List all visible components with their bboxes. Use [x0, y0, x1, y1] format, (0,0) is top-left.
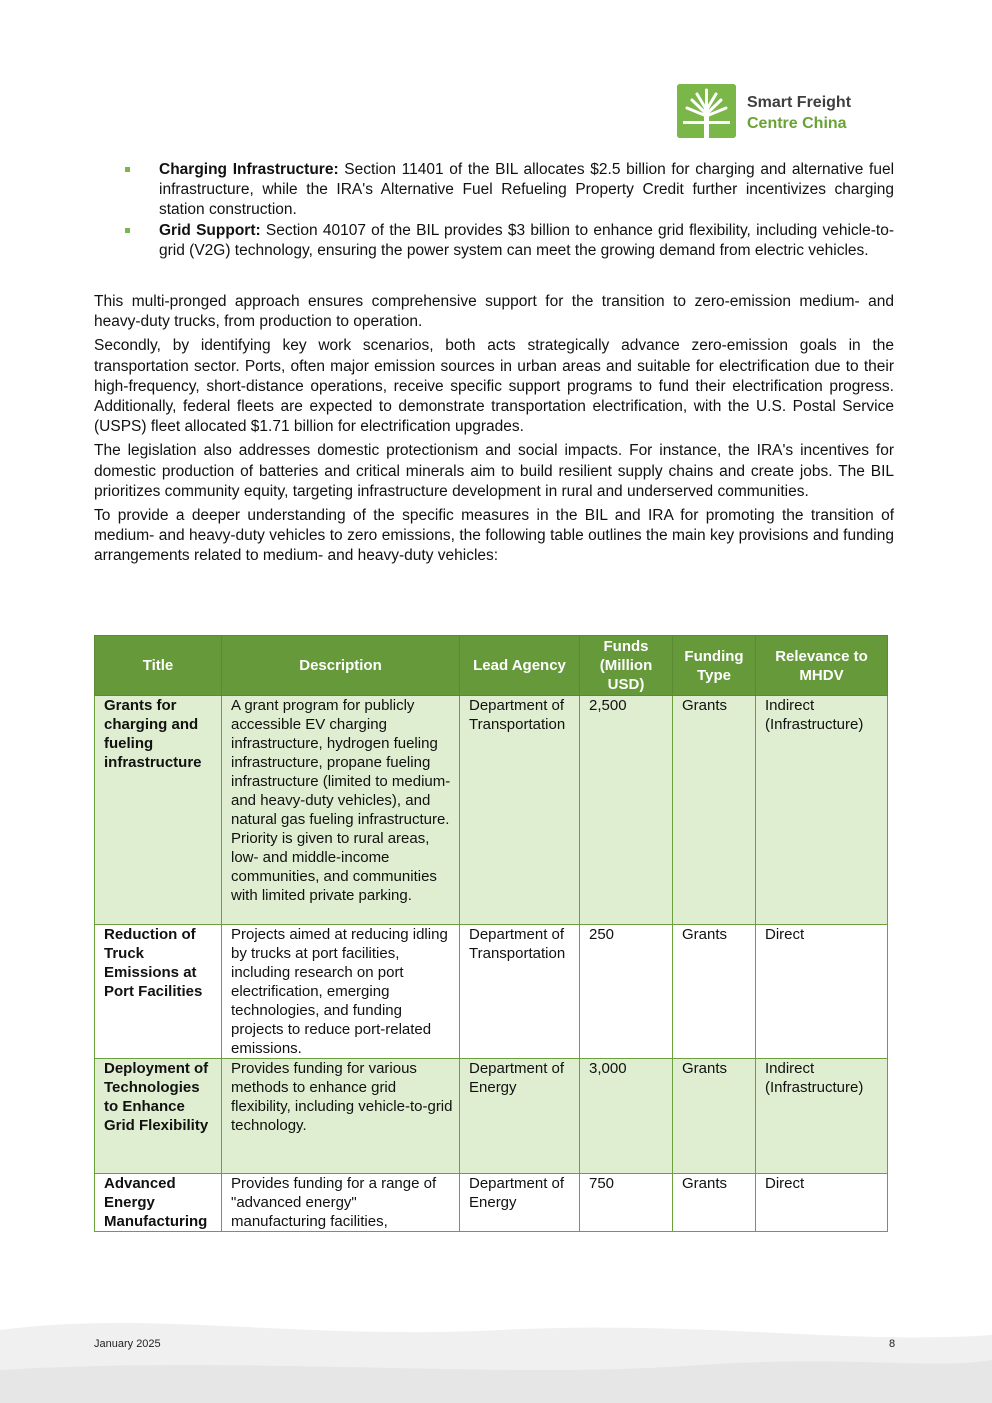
bullet-label: Charging Infrastructure:	[159, 161, 339, 178]
cell-funds: 750	[580, 1174, 673, 1232]
logo-line-2: Centre China	[747, 115, 847, 132]
cell-description: Provides funding for various methods to enhance grid flexibility, including vehicle-to-grid technology.	[222, 1059, 460, 1174]
cell-funds: 250	[580, 925, 673, 1059]
cell-title: Advanced Energy Manufacturing	[95, 1174, 222, 1232]
footer-date: January 2025	[94, 1338, 161, 1350]
header-description: Description	[222, 636, 460, 696]
bullet-label: Grid Support:	[159, 221, 261, 239]
cell-relevance: Direct	[756, 925, 888, 1059]
paragraph-work-scenarios: Secondly, by identifying key work scenarios, both acts strategically advance zero-emission goals in the transportation sector. Ports, often major emission sources in urban areas and suitable for electrification due to their high-frequency, short-distance operations, receive specific support programs to fund their electrification progress. Additionally, federal fleets are expected to demonstrate transportation electrification, with the U.S. Postal Service (USPS) fleet allocated $1.71 billion for electrification upgrades.	[94, 337, 894, 436]
paragraph-table-intro: To provide a deeper understanding of the specific measures in the BIL and IRA for promoting the transition of medium- and heavy-duty vehicles to zero emissions, the following table outlines the main key provisions and funding arrangements related to medium- and heavy-duty vehicles:	[94, 507, 894, 565]
tree-logo-icon	[677, 84, 736, 138]
header-funding-type: Funding Type	[673, 636, 756, 696]
bullet-square-icon	[125, 167, 130, 172]
cell-title: Deployment of Technologies to Enhance Grid Flexibility	[95, 1059, 222, 1174]
paragraph-protectionism: The legislation also addresses domestic protectionism and social impacts. For instance, the IRA's incentives for domestic production of batteries and critical minerals aim to build resilient supply chains and create jobs. The BIL prioritizes community equity, targeting infrastructure development in rural and underserved communities.	[94, 442, 894, 500]
cell-description: A grant program for publicly accessible EV charging infrastructure, hydrogen fueling infrastructure, propane fueling infrastructure (limited to medium- and heavy-duty vehicles), and natural gas fueling infrastructure. Priority is given to rural areas, low- and middle-income communities, and communities with limited private parking.	[222, 696, 460, 925]
cell-funds: 3,000	[580, 1059, 673, 1174]
page-body	[94, 160, 894, 567]
cell-relevance: Indirect (Infrastructure)	[756, 696, 888, 925]
bullet-text: Section 11401 of the BIL allocates $2.5 billion for charging and alternative fuel infrastructure, while the IRA's Alternative Fuel Refueling Property Credit further incentivizes charging station construction.	[159, 161, 895, 219]
table-header-row	[95, 636, 888, 696]
cell-type: Grants	[673, 696, 756, 925]
bullet-text: Section 40107 of the BIL provides $3 billion to enhance grid flexibility, including vehicle-to-grid (V2G) technology, ensuring the power system can meet the growing demand from electric vehicles.	[159, 221, 894, 259]
table-row	[95, 696, 888, 925]
table-row	[95, 1174, 888, 1232]
provisions-table	[94, 635, 888, 1232]
cell-type: Grants	[673, 925, 756, 1059]
cell-description: Provides funding for a range of "advanced energy" manufacturing facilities,	[222, 1174, 460, 1232]
cell-agency: Department of Energy	[460, 1174, 580, 1232]
header-lead-agency: Lead Agency	[460, 636, 580, 696]
cell-title: Grants for charging and fueling infrastructure	[95, 696, 222, 925]
logo-line-1: Smart Freight	[747, 94, 852, 111]
header-title: Title	[95, 636, 222, 696]
page-number: 8	[889, 1338, 896, 1350]
company-logo	[677, 84, 877, 140]
paragraph-approach: This multi-pronged approach ensures comprehensive support for the transition to zero-emission medium- and heavy-duty trucks, from production to operation.	[94, 293, 894, 331]
bullet-charging-infrastructure	[159, 160, 894, 221]
bullet-list	[94, 160, 894, 261]
logo-wordmark	[747, 92, 851, 134]
cell-funds: 2,500	[580, 696, 673, 925]
cell-agency: Department of Energy	[460, 1059, 580, 1174]
cell-relevance: Indirect (Infrastructure)	[756, 1059, 888, 1174]
cell-agency: Department of Transportation	[460, 696, 580, 925]
header-funds: Funds (Million USD)	[580, 636, 673, 696]
header-relevance: Relevance to MHDV	[756, 636, 888, 696]
cell-type: Grants	[673, 1059, 756, 1174]
cell-type: Grants	[673, 1174, 756, 1232]
footer-wave-decoration	[0, 1300, 992, 1403]
bullet-grid-support	[159, 221, 894, 261]
cell-description: Projects aimed at reducing idling by trucks at port facilities, including research on port electrification, emerging technologies, and funding projects to reduce port-related emissions.	[222, 925, 460, 1059]
cell-agency: Department of Transportation	[460, 925, 580, 1059]
cell-relevance: Direct	[756, 1174, 888, 1232]
table-row	[95, 1059, 888, 1174]
cell-title: Reduction of Truck Emissions at Port Facilities	[95, 925, 222, 1059]
table-row	[95, 925, 888, 1059]
bullet-square-icon	[125, 228, 130, 233]
